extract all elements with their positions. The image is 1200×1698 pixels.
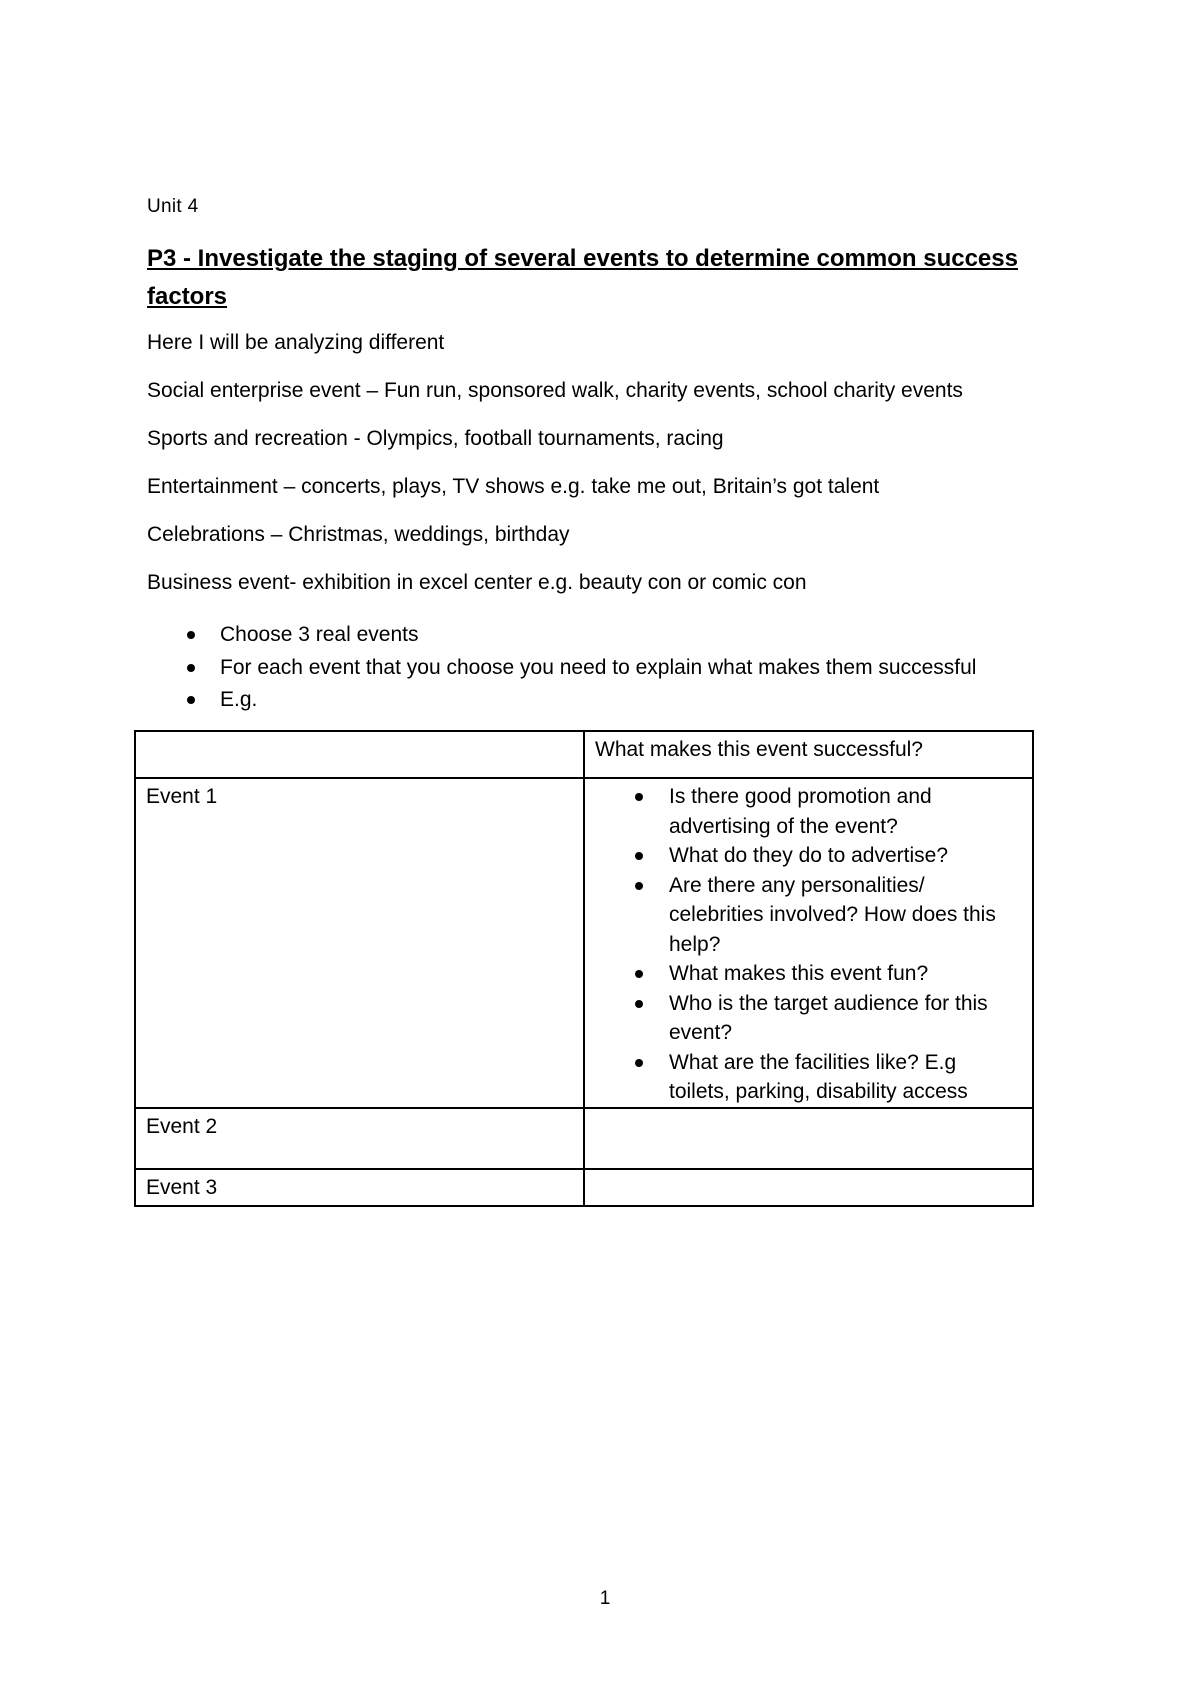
instruction-item: E.g. [147, 684, 976, 717]
event-label-cell: Event 1 [135, 778, 584, 1108]
celebrations-paragraph: Celebrations – Christmas, weddings, birthday [147, 523, 570, 546]
list-item: What do they do to advertise? [595, 841, 1022, 871]
header-cell-success: What makes this event successful? [584, 731, 1033, 778]
success-factors-list [595, 782, 1022, 1107]
sports-paragraph: Sports and recreation - Olympics, football tournaments, racing [147, 427, 724, 450]
unit-label: Unit 4 [147, 196, 199, 217]
header-cell-empty [135, 731, 584, 778]
table-row [135, 778, 1033, 1108]
page-title: P3 - Investigate the staging of several events to determine common success factors [147, 245, 1018, 310]
instruction-item: For each event that you choose you need to explain what makes them successful [147, 652, 976, 685]
entertainment-paragraph: Entertainment – concerts, plays, TV shows e.g. take me out, Britain’s got talent [147, 475, 880, 498]
social-enterprise-paragraph: Social enterprise event – Fun run, sponsored walk, charity events, school charity events [147, 379, 963, 402]
list-item: Who is the target audience for this event? [595, 989, 1022, 1048]
success-factors-cell [584, 1169, 1033, 1206]
business-paragraph: Business event- exhibition in excel center e.g. beauty con or comic con [147, 571, 807, 594]
success-factors-cell [584, 1108, 1033, 1169]
list-item: Is there good promotion and advertising of the event? [595, 782, 1022, 841]
list-item: What makes this event fun? [595, 959, 1022, 989]
instruction-item: Choose 3 real events [147, 619, 976, 652]
instruction-list [147, 619, 976, 717]
event-label-cell: Event 2 [135, 1108, 584, 1169]
table-row [135, 1108, 1033, 1169]
page-number: 1 [599, 1588, 611, 1609]
table-header-row [135, 731, 1033, 778]
events-table [134, 730, 1034, 1207]
success-factors-cell [584, 778, 1033, 1108]
intro-paragraph: Here I will be analyzing different [147, 331, 445, 354]
list-item: Are there any personalities/ celebrities involved? How does this help? [595, 871, 1022, 960]
event-label-cell: Event 3 [135, 1169, 584, 1206]
table-row [135, 1169, 1033, 1206]
list-item: What are the facilities like? E.g toilets, parking, disability access [595, 1048, 1022, 1107]
